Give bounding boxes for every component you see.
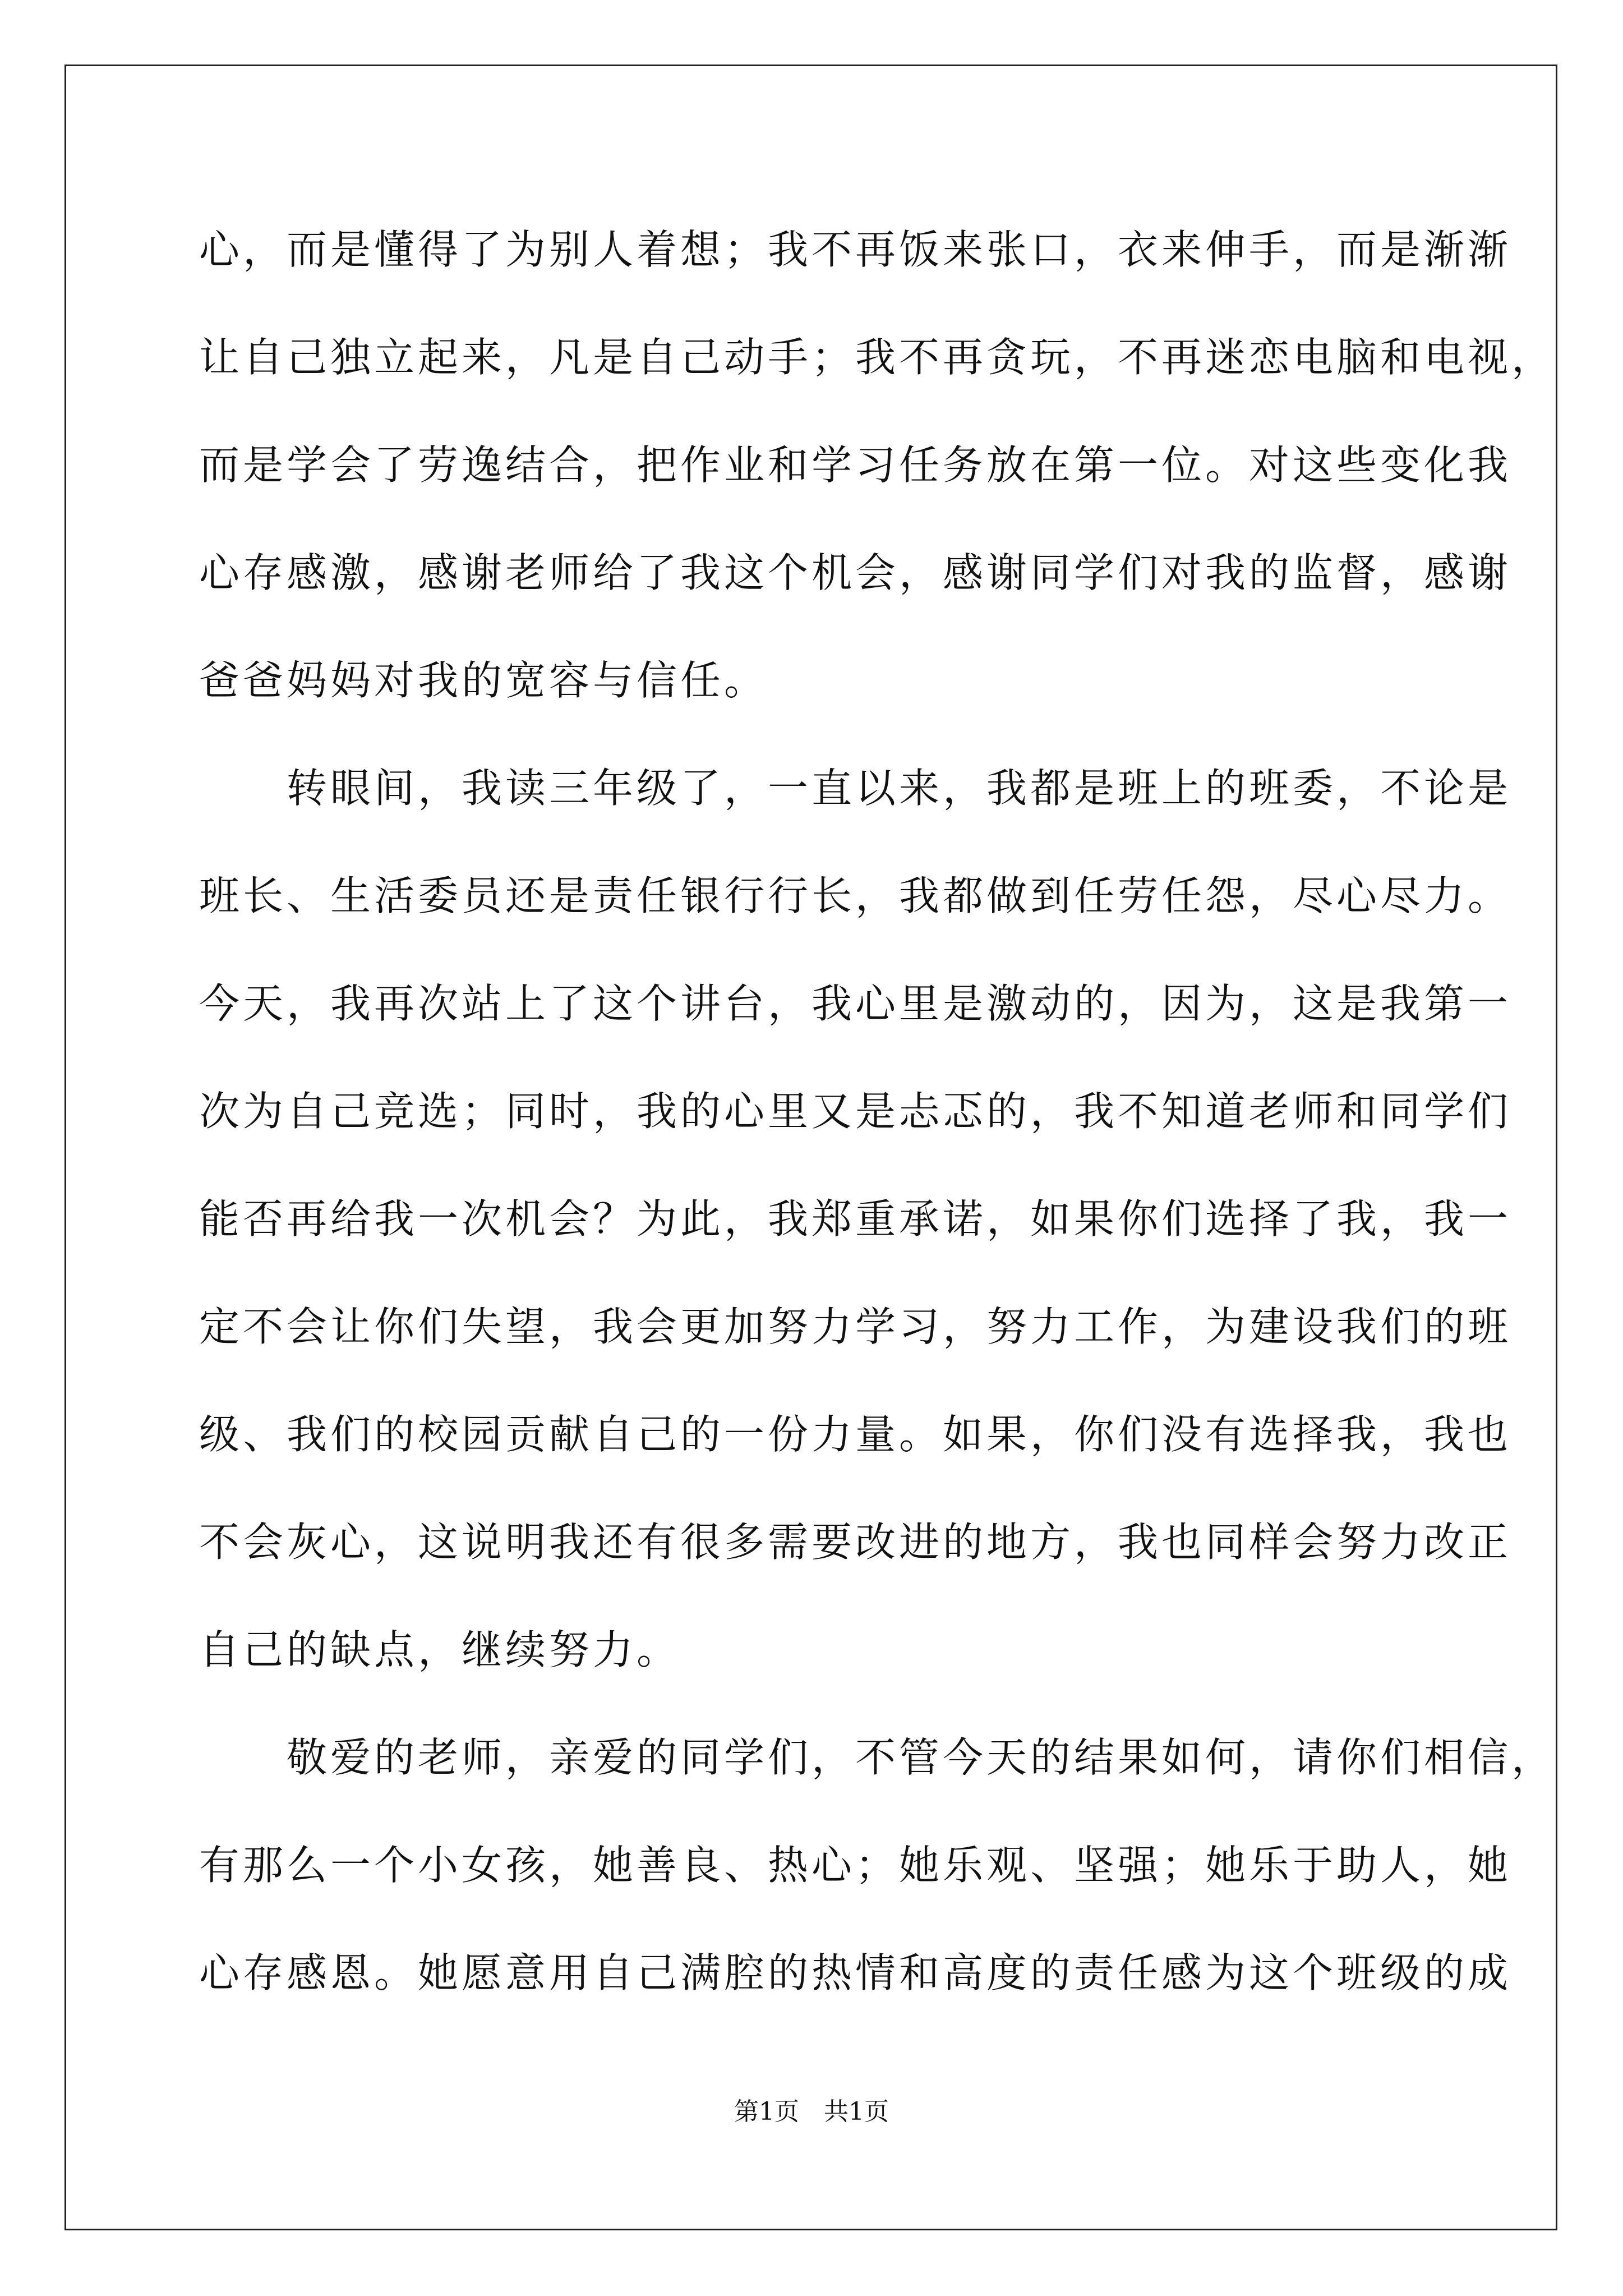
text-line: 心，而是懂得了为别人着想；我不再饭来张口，衣来伸手，而是渐渐: [199, 226, 1512, 273]
text-line: 敬爱的老师，亲爱的同学们，不管今天的结果如何，请你们相信，: [199, 1734, 1556, 1781]
text-line: 次为自己竞选；同时，我的心里又是忐忑的，我不知道老师和同学们: [199, 1088, 1512, 1135]
text-line: 自己的缺点，继续努力。: [199, 1626, 681, 1673]
text-line: 级、我们的校园贡献自己的一份力量。如果，你们没有选择我，我也: [199, 1411, 1512, 1458]
text-line: 转眼间，我读三年级了，一直以来，我都是班上的班委，不论是: [199, 765, 1512, 812]
text-line: 有那么一个小女孩，她善良、热心；她乐观、坚强；她乐于助人，她: [199, 1842, 1512, 1889]
text-line: 让自己独立起来，凡是自己动手；我不再贪玩，不再迷恋电脑和电视，: [199, 334, 1556, 381]
text-line: 心存感激，感谢老师给了我这个机会，感谢同学们对我的监督，感谢: [199, 549, 1512, 596]
text-line: 今天，我再次站上了这个讲台，我心里是激动的，因为，这是我第一: [199, 980, 1512, 1027]
text-line: 心存感恩。她愿意用自己满腔的热情和高度的责任感为这个班级的成: [199, 1949, 1512, 1996]
text-line: 不会灰心，这说明我还有很多需要改进的地方，我也同样会努力改正: [199, 1519, 1512, 1566]
text-line: 班长、生活委员还是责任银行行长，我都做到任劳任怨，尽心尽力。: [199, 872, 1512, 919]
text-line: 爸爸妈妈对我的宽容与信任。: [199, 657, 768, 704]
text-line: 而是学会了劳逸结合，把作业和学习任务放在第一位。对这些变化我: [199, 441, 1512, 489]
text-line: 能否再给我一次机会？为此，我郑重承诺，如果你们选择了我，我一: [199, 1195, 1512, 1243]
text-line: 定不会让你们失望，我会更加努力学习，努力工作，为建设我们的班: [199, 1303, 1512, 1350]
page-number-footer: 第1页 共1页: [734, 2097, 889, 2126]
